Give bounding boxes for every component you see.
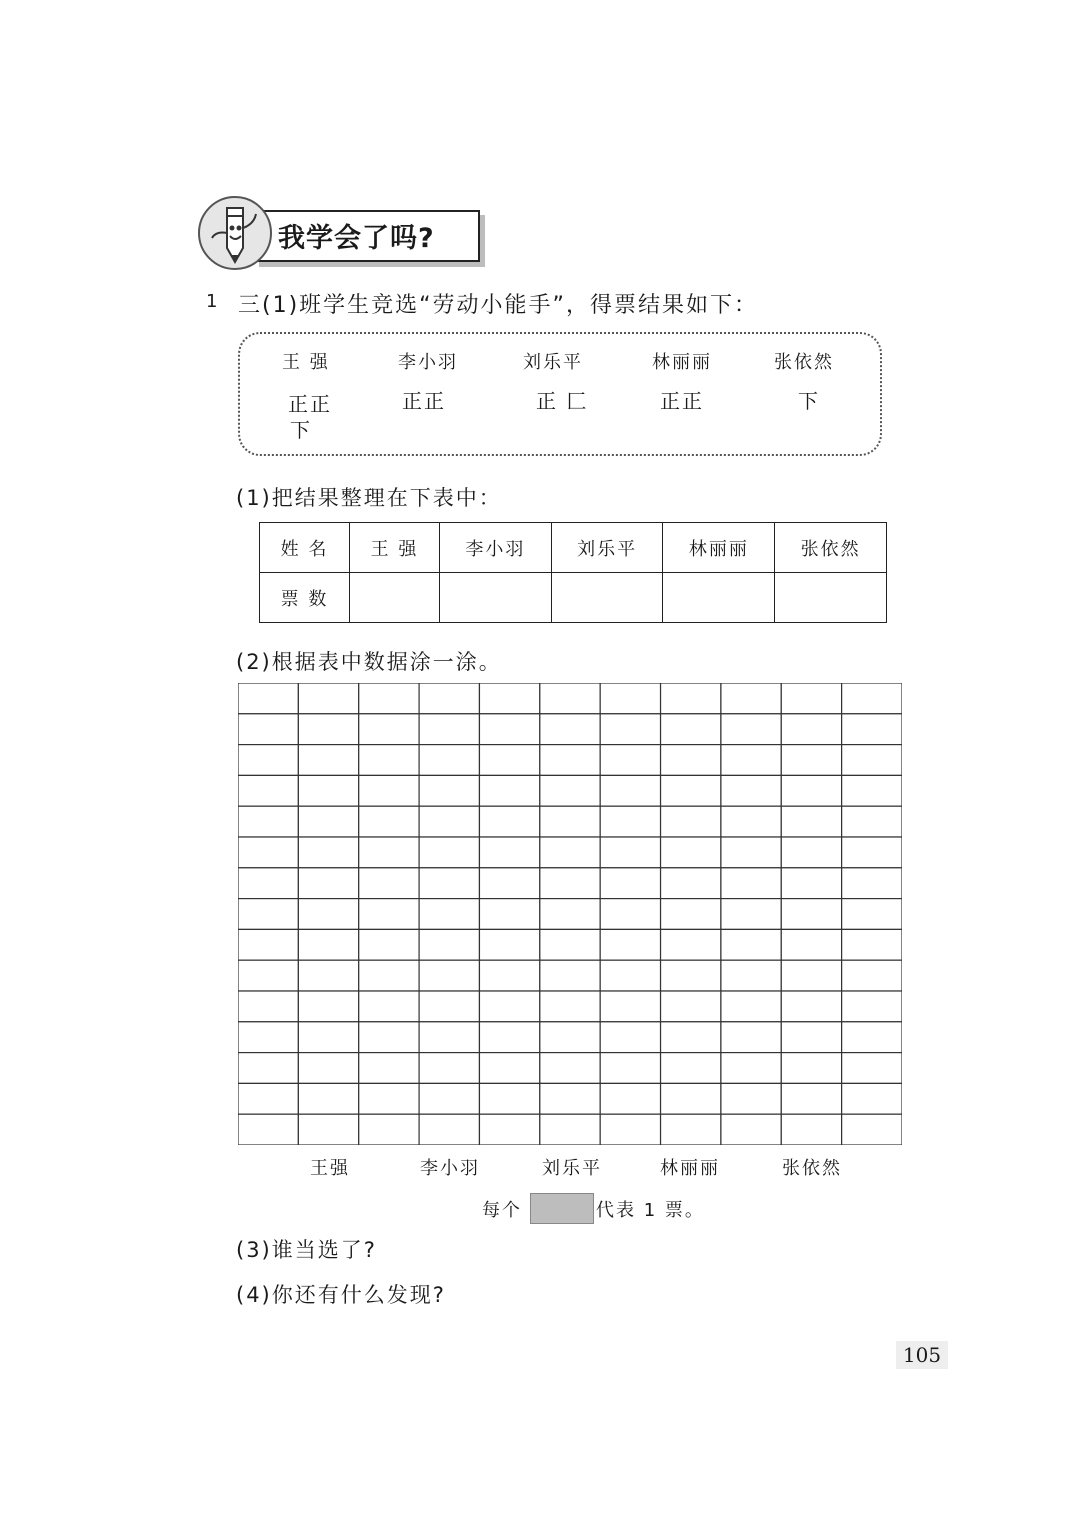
grid-cell[interactable]: [479, 960, 539, 991]
question-number: 1: [206, 291, 218, 312]
grid-cell[interactable]: [842, 1114, 902, 1145]
tally-mark: 正 匚: [536, 389, 589, 413]
grid-cell[interactable]: [721, 745, 781, 776]
grid-cell[interactable]: [721, 837, 781, 868]
grid-cell[interactable]: [842, 899, 902, 930]
tally-mark: 正正: [660, 389, 704, 413]
grid-cell[interactable]: [479, 745, 539, 776]
part1-prompt: (1)把结果整理在下表中：: [236, 486, 502, 510]
tally-mark: 下: [798, 389, 820, 413]
grid-cell[interactable]: [842, 929, 902, 960]
grid-cell[interactable]: [238, 837, 298, 868]
part3-prompt: (3)谁当选了?: [236, 1238, 377, 1262]
page-number: 105: [896, 1341, 948, 1369]
grid-cell[interactable]: [842, 960, 902, 991]
grid-cell[interactable]: [842, 714, 902, 745]
grid-cell[interactable]: [781, 1083, 841, 1114]
grid-cell[interactable]: [781, 775, 841, 806]
grid-cell[interactable]: [479, 775, 539, 806]
tally-name: 张依然: [774, 352, 834, 373]
grid-cell[interactable]: [600, 745, 660, 776]
grid-cell[interactable]: [781, 868, 841, 899]
grid-cell[interactable]: [479, 929, 539, 960]
question-text: 三(1)班学生竞选“劳动小能手”，得票结果如下：: [238, 293, 758, 318]
grid-cell[interactable]: [721, 929, 781, 960]
grid-cell[interactable]: [359, 806, 419, 837]
pencil-mascot-icon: [198, 196, 272, 270]
grid-cell[interactable]: [238, 714, 298, 745]
row-header: 票 数: [260, 573, 350, 623]
grid-cell[interactable]: [298, 806, 358, 837]
grid-cell[interactable]: [661, 806, 721, 837]
vote-count-input[interactable]: [775, 573, 887, 623]
grid-cell[interactable]: [661, 929, 721, 960]
grid-cell[interactable]: [721, 775, 781, 806]
grid-cell[interactable]: [298, 683, 358, 714]
grid-cell[interactable]: [540, 1022, 600, 1053]
vote-count-input[interactable]: [551, 573, 663, 623]
grid-cell[interactable]: [600, 899, 660, 930]
grid-cell[interactable]: [721, 1022, 781, 1053]
grid-cell[interactable]: [479, 714, 539, 745]
grid-cell[interactable]: [419, 899, 479, 930]
name-cell: 刘乐平: [551, 523, 663, 573]
grid-cell[interactable]: [781, 899, 841, 930]
grid-cell[interactable]: [359, 899, 419, 930]
grid-cell[interactable]: [298, 1053, 358, 1084]
grid-cell[interactable]: [479, 1022, 539, 1053]
grid-cell[interactable]: [238, 899, 298, 930]
tally-name: 王 强: [282, 352, 330, 373]
grid-cell[interactable]: [842, 1053, 902, 1084]
grid-cell[interactable]: [781, 1114, 841, 1145]
tally-mark: 正正: [402, 389, 446, 413]
grid-cell[interactable]: [661, 960, 721, 991]
grid-cell[interactable]: [359, 1053, 419, 1084]
grid-cell[interactable]: [479, 683, 539, 714]
grid-cell[interactable]: [781, 683, 841, 714]
grid-cell[interactable]: [359, 1022, 419, 1053]
tally-name: 刘乐平: [523, 352, 583, 373]
grid-cell[interactable]: [298, 868, 358, 899]
grid-cell[interactable]: [359, 991, 419, 1022]
row-header: 姓 名: [260, 523, 350, 573]
grid-cell[interactable]: [298, 775, 358, 806]
grid-cell[interactable]: [479, 868, 539, 899]
grid-cell[interactable]: [540, 837, 600, 868]
grid-cell[interactable]: [661, 683, 721, 714]
grid-cell[interactable]: [600, 775, 660, 806]
grid-cell[interactable]: [661, 837, 721, 868]
grid-cell[interactable]: [781, 745, 841, 776]
grid-cell[interactable]: [540, 899, 600, 930]
grid-cell[interactable]: [600, 929, 660, 960]
grid-cell[interactable]: [298, 1083, 358, 1114]
grid-cell[interactable]: [238, 991, 298, 1022]
grid-cell[interactable]: [479, 806, 539, 837]
grid-cell[interactable]: [419, 929, 479, 960]
grid-cell[interactable]: [238, 868, 298, 899]
grid-cell[interactable]: [600, 683, 660, 714]
grid-cell[interactable]: [419, 1053, 479, 1084]
name-cell: 张依然: [775, 523, 887, 573]
grid-cell[interactable]: [419, 775, 479, 806]
grid-cell[interactable]: [238, 683, 298, 714]
vote-table: [259, 522, 887, 623]
grid-cell[interactable]: [359, 714, 419, 745]
tally-mark: 正正: [288, 392, 332, 416]
grid-cell[interactable]: [721, 868, 781, 899]
grid-cell[interactable]: [721, 991, 781, 1022]
grid-cell[interactable]: [781, 1022, 841, 1053]
grid-cell[interactable]: [419, 714, 479, 745]
grid-cell[interactable]: [721, 1083, 781, 1114]
grid-cell[interactable]: [298, 960, 358, 991]
grid-cell[interactable]: [540, 991, 600, 1022]
grid-cell[interactable]: [359, 837, 419, 868]
grid-cell[interactable]: [721, 683, 781, 714]
grid-cell[interactable]: [842, 1022, 902, 1053]
grid-cell[interactable]: [600, 1114, 660, 1145]
grid-cell[interactable]: [661, 868, 721, 899]
table-row: [260, 573, 887, 623]
grid-cell[interactable]: [419, 806, 479, 837]
grid-cell[interactable]: [419, 991, 479, 1022]
x-label: 张依然: [782, 1158, 842, 1179]
name-cell: 林丽丽: [663, 523, 775, 573]
part4-prompt: (4)你还有什么发现?: [236, 1283, 446, 1307]
grid-cell[interactable]: [479, 899, 539, 930]
grid-cell[interactable]: [842, 868, 902, 899]
grid-cell[interactable]: [600, 1083, 660, 1114]
grid-cell[interactable]: [419, 683, 479, 714]
x-label: 王强: [310, 1158, 350, 1179]
grid-cell[interactable]: [842, 683, 902, 714]
section-badge: [198, 196, 488, 272]
grid-cell[interactable]: [781, 960, 841, 991]
grid-cell[interactable]: [540, 745, 600, 776]
grid-cell[interactable]: [781, 929, 841, 960]
grid-cell[interactable]: [298, 837, 358, 868]
grid-cell[interactable]: [721, 960, 781, 991]
grid-cell[interactable]: [238, 1022, 298, 1053]
section-title: 我学会了吗?: [278, 223, 435, 254]
grid-cell[interactable]: [721, 899, 781, 930]
grid-cell[interactable]: [479, 1083, 539, 1114]
grid-cell[interactable]: [479, 991, 539, 1022]
grid-cell[interactable]: [600, 960, 660, 991]
grid-cell[interactable]: [540, 775, 600, 806]
grid-cell[interactable]: [298, 714, 358, 745]
grid-cell[interactable]: [419, 1022, 479, 1053]
grid-cell[interactable]: [238, 1083, 298, 1114]
grid-cell[interactable]: [540, 714, 600, 745]
table-row: [260, 523, 887, 573]
grid-cell[interactable]: [781, 714, 841, 745]
grid-cell[interactable]: [298, 899, 358, 930]
grid-cell[interactable]: [781, 1053, 841, 1084]
grid-cell[interactable]: [238, 929, 298, 960]
grid-cell[interactable]: [540, 683, 600, 714]
grid-cell[interactable]: [661, 991, 721, 1022]
legend-suffix: 代表 1 票。: [596, 1200, 705, 1221]
grid-cell[interactable]: [238, 1053, 298, 1084]
x-label: 林丽丽: [660, 1158, 720, 1179]
grid-cell[interactable]: [540, 929, 600, 960]
grid-cell[interactable]: [359, 683, 419, 714]
grid-cell[interactable]: [661, 1022, 721, 1053]
grid-cell[interactable]: [842, 1083, 902, 1114]
grid-cell[interactable]: [419, 837, 479, 868]
grid-cell[interactable]: [842, 991, 902, 1022]
coloring-grid[interactable]: [238, 683, 902, 1145]
grid-cell[interactable]: [419, 1083, 479, 1114]
grid-cell[interactable]: [842, 745, 902, 776]
grid-cell[interactable]: [298, 929, 358, 960]
legend-swatch: [530, 1193, 594, 1224]
grid-cell[interactable]: [359, 1083, 419, 1114]
grid-cell[interactable]: [661, 899, 721, 930]
grid-cell[interactable]: [540, 868, 600, 899]
name-cell: 李小羽: [439, 523, 551, 573]
grid-cell[interactable]: [600, 868, 660, 899]
grid-cell[interactable]: [479, 1114, 539, 1145]
grid-cell[interactable]: [419, 960, 479, 991]
grid-cell[interactable]: [238, 745, 298, 776]
grid-cell[interactable]: [721, 1053, 781, 1084]
grid-cell[interactable]: [359, 868, 419, 899]
legend-prefix: 每个: [482, 1200, 522, 1221]
grid-cell[interactable]: [661, 775, 721, 806]
grid-cell[interactable]: [600, 714, 660, 745]
tally-name: 林丽丽: [652, 352, 712, 373]
grid-cell[interactable]: [298, 991, 358, 1022]
grid-cell[interactable]: [842, 837, 902, 868]
vote-count-input[interactable]: [663, 573, 775, 623]
name-cell: 王 强: [349, 523, 439, 573]
grid-cell[interactable]: [238, 1114, 298, 1145]
grid-cell[interactable]: [359, 775, 419, 806]
grid-cell[interactable]: [359, 929, 419, 960]
grid-cell[interactable]: [238, 775, 298, 806]
vote-count-input[interactable]: [439, 573, 551, 623]
grid-cell[interactable]: [600, 991, 660, 1022]
grid-cell[interactable]: [721, 806, 781, 837]
grid-cell[interactable]: [419, 745, 479, 776]
grid-cell[interactable]: [419, 1114, 479, 1145]
grid-cell[interactable]: [661, 714, 721, 745]
grid-cell[interactable]: [238, 806, 298, 837]
x-label: 李小羽: [420, 1158, 480, 1179]
tally-mark: 下: [290, 418, 312, 442]
grid-cell[interactable]: [540, 806, 600, 837]
tally-name: 李小羽: [398, 352, 458, 373]
grid-cell[interactable]: [238, 960, 298, 991]
grid-cell[interactable]: [540, 960, 600, 991]
grid-cell[interactable]: [359, 1114, 419, 1145]
grid-cell[interactable]: [359, 745, 419, 776]
part2-prompt: (2)根据表中数据涂一涂。: [236, 650, 502, 674]
grid-cell[interactable]: [661, 745, 721, 776]
grid-cell[interactable]: [479, 837, 539, 868]
grid-cell[interactable]: [479, 1053, 539, 1084]
grid-cell[interactable]: [661, 1053, 721, 1084]
grid-cell[interactable]: [540, 1083, 600, 1114]
grid-cell[interactable]: [540, 1053, 600, 1084]
grid-cell[interactable]: [842, 806, 902, 837]
grid-cell[interactable]: [359, 960, 419, 991]
grid-cell[interactable]: [721, 714, 781, 745]
grid-cell[interactable]: [661, 1114, 721, 1145]
grid-cell[interactable]: [600, 1022, 660, 1053]
grid-cell[interactable]: [540, 1114, 600, 1145]
grid-cell[interactable]: [721, 1114, 781, 1145]
vote-count-input[interactable]: [349, 573, 439, 623]
grid-cell[interactable]: [600, 806, 660, 837]
grid-cell[interactable]: [298, 1114, 358, 1145]
x-label: 刘乐平: [542, 1158, 602, 1179]
grid-cell[interactable]: [781, 837, 841, 868]
grid-cell[interactable]: [600, 1053, 660, 1084]
grid-cell[interactable]: [419, 868, 479, 899]
grid-cell[interactable]: [661, 1083, 721, 1114]
grid-cell[interactable]: [298, 745, 358, 776]
grid-cell[interactable]: [781, 991, 841, 1022]
grid-cell[interactable]: [298, 1022, 358, 1053]
grid-cell[interactable]: [600, 837, 660, 868]
grid-cell[interactable]: [781, 806, 841, 837]
grid-cell[interactable]: [842, 775, 902, 806]
